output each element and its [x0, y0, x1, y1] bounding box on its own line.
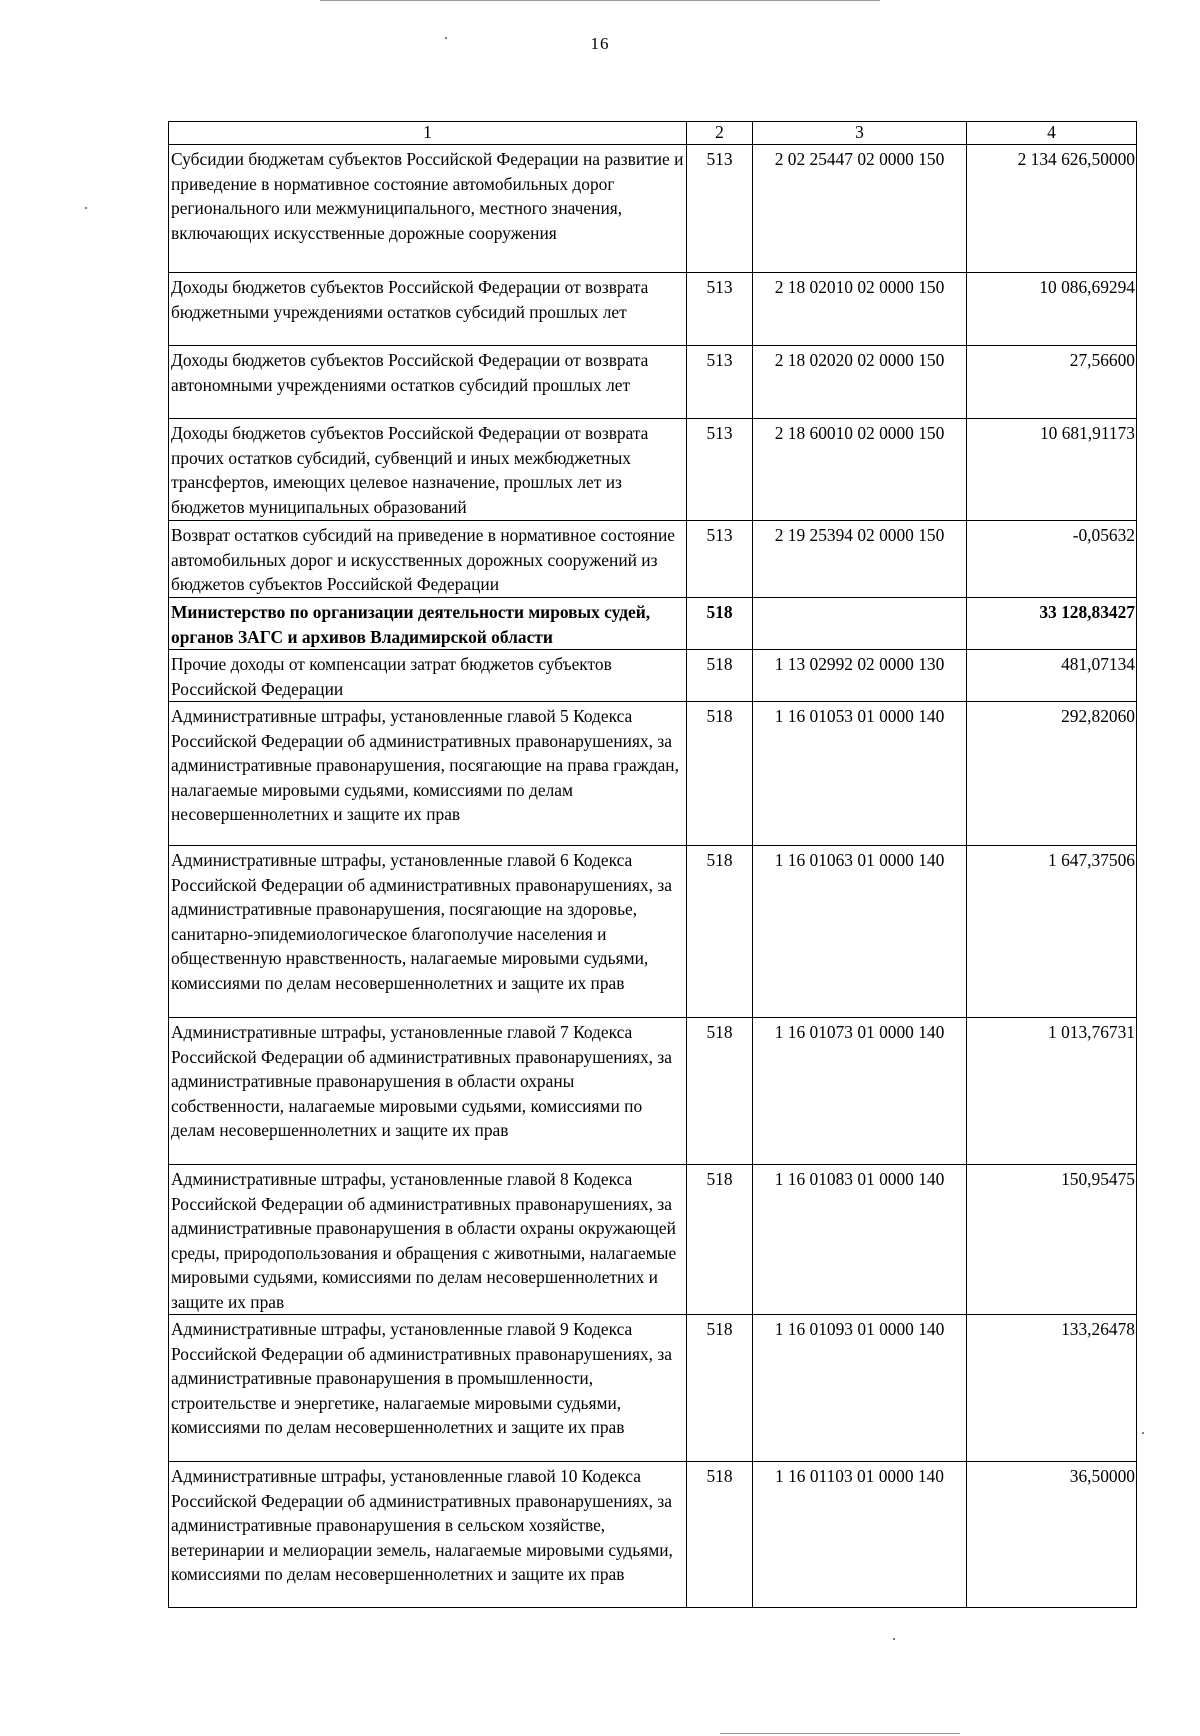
row-admin-code: 518	[687, 1462, 753, 1608]
row-amount: 27,56600	[967, 346, 1137, 419]
table-row	[169, 1018, 1137, 1165]
table-row	[169, 521, 1137, 598]
table-row	[169, 1315, 1137, 1462]
table-row	[169, 1165, 1137, 1315]
row-name: Административные штрафы, установленные главой 5 Кодекса Российской Федерации об административных правонарушениях, за административные правонарушения, посягающие на права граждан, налагаемые мировыми судьями, комиссиями по делам несовершеннолетних и защите их прав	[169, 702, 687, 846]
row-budget-code: 1 16 01103 01 0000 140	[753, 1462, 967, 1608]
scan-artifact-dot	[1142, 1432, 1144, 1434]
column-header-amount: 4	[967, 122, 1137, 145]
section-admin-code: 518	[687, 598, 753, 650]
table-row-section	[169, 598, 1137, 650]
row-name: Доходы бюджетов субъектов Российской Федерации от возврата автономными учреждениями остатков субсидий прошлых лет	[169, 346, 687, 419]
table-row	[169, 346, 1137, 419]
row-amount: 2 134 626,50000	[967, 145, 1137, 273]
row-budget-code: 1 16 01053 01 0000 140	[753, 702, 967, 846]
scan-artifact-top	[320, 0, 880, 1]
revenue-table	[168, 121, 1137, 1608]
row-budget-code: 1 16 01063 01 0000 140	[753, 846, 967, 1018]
row-amount: 292,82060	[967, 702, 1137, 846]
section-budget-code	[753, 598, 967, 650]
row-admin-code: 518	[687, 1315, 753, 1462]
row-amount: -0,05632	[967, 521, 1137, 598]
row-budget-code: 1 13 02992 02 0000 130	[753, 650, 967, 702]
row-amount: 36,50000	[967, 1462, 1137, 1608]
table-row	[169, 273, 1137, 346]
row-amount: 1 647,37506	[967, 846, 1137, 1018]
row-name: Доходы бюджетов субъектов Российской Федерации от возврата бюджетными учреждениями остатков субсидий прошлых лет	[169, 273, 687, 346]
row-admin-code: 513	[687, 346, 753, 419]
column-header-admin: 2	[687, 122, 753, 145]
row-admin-code: 513	[687, 521, 753, 598]
row-name: Административные штрафы, установленные главой 7 Кодекса Российской Федерации об административных правонарушениях, за административные правонарушения в области охраны собственности, налагаемые мировыми судьями, комиссиями по делам несовершеннолетних и защите их прав	[169, 1018, 687, 1165]
row-budget-code: 1 16 01073 01 0000 140	[753, 1018, 967, 1165]
table-row	[169, 650, 1137, 702]
column-header-name: 1	[169, 122, 687, 145]
row-admin-code: 513	[687, 273, 753, 346]
row-admin-code: 518	[687, 1165, 753, 1315]
table-row	[169, 419, 1137, 521]
section-amount: 33 128,83427	[967, 598, 1137, 650]
row-admin-code: 513	[687, 145, 753, 273]
row-admin-code: 518	[687, 650, 753, 702]
row-admin-code: 518	[687, 846, 753, 1018]
row-budget-code: 1 16 01083 01 0000 140	[753, 1165, 967, 1315]
row-name: Субсидии бюджетам субъектов Российской Федерации на развитие и приведение в нормативное состояние автомобильных дорог регионального или межмуниципального, местного значения, включающих искусственные дорожные сооружения	[169, 145, 687, 273]
table-row	[169, 702, 1137, 846]
row-amount: 10 086,69294	[967, 273, 1137, 346]
row-name: Возврат остатков субсидий на приведение в нормативное состояние автомобильных дорог и искусственных дорожных сооружений из бюджетов субъектов Российской Федерации	[169, 521, 687, 598]
row-name: Административные штрафы, установленные главой 10 Кодекса Российской Федерации об административных правонарушениях, за административные правонарушения в сельском хозяйстве, ветеринарии и мелиорации земель, налагаемые мировыми судьями, комиссиями по делам несовершеннолетних и защите их прав	[169, 1462, 687, 1608]
page-number: 16	[590, 34, 610, 53]
row-name: Прочие доходы от компенсации затрат бюджетов субъектов Российской Федерации	[169, 650, 687, 702]
table-row	[169, 846, 1137, 1018]
row-amount: 1 013,76731	[967, 1018, 1137, 1165]
row-amount: 133,26478	[967, 1315, 1137, 1462]
row-admin-code: 513	[687, 419, 753, 521]
scan-artifact-dot	[893, 1638, 895, 1640]
scan-artifact-bottom	[720, 1733, 960, 1734]
row-name: Административные штрафы, установленные главой 9 Кодекса Российской Федерации об административных правонарушениях, за административные правонарушения в промышленности, строительстве и энергетике, налагаемые мировыми судьями, комиссиями по делам несовершеннолетних и защите их прав	[169, 1315, 687, 1462]
row-admin-code: 518	[687, 1018, 753, 1165]
row-budget-code: 2 18 02010 02 0000 150	[753, 273, 967, 346]
row-budget-code: 2 02 25447 02 0000 150	[753, 145, 967, 273]
table-row	[169, 145, 1137, 273]
row-amount: 150,95475	[967, 1165, 1137, 1315]
row-name: Доходы бюджетов субъектов Российской Федерации от возврата прочих остатков субсидий, субвенций и иных межбюджетных трансфертов, имеющих целевое назначение, прошлых лет из бюджетов муниципальных образований	[169, 419, 687, 521]
scan-artifact-dot	[85, 207, 87, 209]
row-budget-code: 2 19 25394 02 0000 150	[753, 521, 967, 598]
row-budget-code: 2 18 02020 02 0000 150	[753, 346, 967, 419]
table-header-row	[169, 122, 1137, 145]
row-name: Административные штрафы, установленные главой 8 Кодекса Российской Федерации об административных правонарушениях, за административные правонарушения в области охраны окружающей среды, природопользования и обращения с животными, налагаемые мировыми судьями, комиссиями по делам несовершеннолетних и защите их прав	[169, 1165, 687, 1315]
row-admin-code: 518	[687, 702, 753, 846]
section-name: Министерство по организации деятельности мировых судей, органов ЗАГС и архивов Владимирской области	[169, 598, 687, 650]
row-name: Административные штрафы, установленные главой 6 Кодекса Российской Федерации об административных правонарушениях, за административные правонарушения, посягающие на здоровье, санитарно-эпидемиологическое благополучие населения и общественную нравственность, налагаемые мировыми судьями, комиссиями по делам несовершеннолетних и защите их прав	[169, 846, 687, 1018]
column-header-code: 3	[753, 122, 967, 145]
row-budget-code: 2 18 60010 02 0000 150	[753, 419, 967, 521]
table-row	[169, 1462, 1137, 1608]
row-amount: 10 681,91173	[967, 419, 1137, 521]
row-budget-code: 1 16 01093 01 0000 140	[753, 1315, 967, 1462]
row-amount: 481,07134	[967, 650, 1137, 702]
